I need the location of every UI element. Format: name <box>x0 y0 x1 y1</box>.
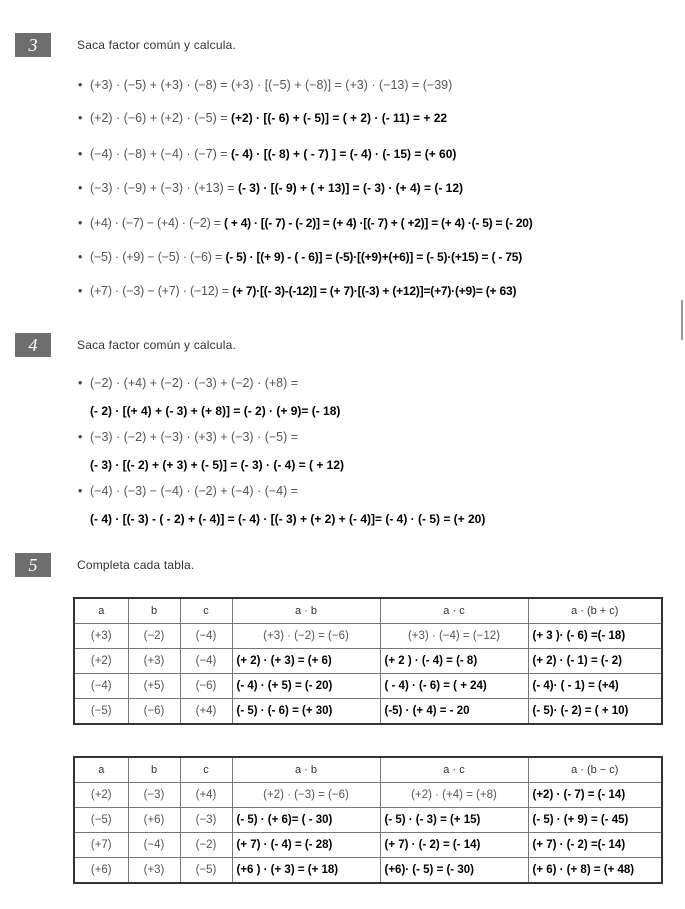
cell-a: (−4) <box>74 674 128 699</box>
handwritten-answer: (+ 7)·[(- 3)-(-12)] = (+ 7)·[(-3) + (+12)]=(+7)·(+9)= (+ 63) <box>232 284 517 298</box>
cell-ac: (+3) · (−4) = (−12) <box>380 624 528 649</box>
cell-a: (−5) <box>74 699 128 725</box>
exercise-3-item-3: • (−4) · (−8) + (−4) · (−7) = (- 4) · [(- 8) + ( - 7) ] = (- 4) · (- 15) = (+ 60) <box>78 147 457 161</box>
section-3-number: 3 <box>15 33 51 57</box>
header-c: c <box>180 598 232 624</box>
printed-expression: (−4) · (−3) − (−4) · (−2) + (−4) · (−4) = <box>90 484 299 498</box>
printed-expression: (+4) · (−7) − (+4) · (−2) = <box>90 216 221 230</box>
printed-expression: (−2) · (+4) + (−2) · (−3) + (−2) · (+8) = <box>90 376 299 390</box>
exercise-4-item-3: • (−4) · (−3) − (−4) · (−2) + (−4) · (−4) = <box>78 484 299 498</box>
printed-expression: (−4) · (−8) + (−4) · (−7) = <box>90 147 228 161</box>
cell-result: (- 4)· ( - 1) = (+4) <box>528 674 662 699</box>
section-5-title: Completa cada tabla. <box>77 558 195 572</box>
cell-ab: (- 4) · (+ 5) = (- 20) <box>232 674 380 699</box>
table-row <box>74 858 662 884</box>
exercise-3-item-1: • (+3) · (−5) + (+3) · (−8) = (+3) · [(−5) + (−8)] = (+3) · (−13) = (−39) <box>78 78 453 92</box>
cell-ac: (+6)· (- 5) = (- 30) <box>380 858 528 884</box>
cell-ac: (+2) · (+4) = (+8) <box>380 783 528 808</box>
cell-c: (−4) <box>180 624 232 649</box>
cell-b: (−6) <box>128 699 180 725</box>
exercise-3-item-6: • (−5) · (+9) − (−5) · (−6) = (- 5) · [(+ 9) - ( - 6)] = (-5)·[(+9)+(+6)] = (- 5)·(+15) = ( - 75) <box>78 250 523 264</box>
header-a: a <box>74 757 128 783</box>
cell-ac: (- 5) · (- 3) = (+ 15) <box>380 808 528 833</box>
header-b: b <box>128 598 180 624</box>
handwritten-answer: (- 5) · [(+ 9) - ( - 6)] = (-5)·[(+9)+(+6)] = (- 5)·(+15) = ( - 75) <box>225 250 523 264</box>
handwritten-answer: (- 4) · [(- 8) + ( - 7) ] = (- 4) · (- 15) = (+ 60) <box>231 147 457 161</box>
table-row <box>74 649 662 674</box>
cell-result: (+ 2) · (- 1) = (- 2) <box>528 649 662 674</box>
cell-b: (+3) <box>128 649 180 674</box>
section-3-title: Saca factor común y calcula. <box>77 38 237 52</box>
exercise-3-item-4: • (−3) · (−9) + (−3) · (+13) = (- 3) · [(- 9) + ( + 13)] = (- 3) · (+ 4) = (- 12) <box>78 181 464 195</box>
table-row <box>74 833 662 858</box>
cell-ab: (+ 2) · (+ 3) = (+ 6) <box>232 649 380 674</box>
header-result: a · (b − c) <box>528 757 662 783</box>
exercise-3-item-5: • (+4) · (−7) − (+4) · (−2) = ( + 4) · [(- 7) - (- 2)] = (+ 4) ·[(- 7) + ( +2)] = (+ 4) ·(- 5) = (- 20) <box>78 216 533 230</box>
cell-c: (−3) <box>180 808 232 833</box>
table-2 <box>73 756 663 884</box>
table-row <box>74 674 662 699</box>
header-result: a · (b + c) <box>528 598 662 624</box>
cell-result: (+2) · (- 7) = (- 14) <box>528 783 662 808</box>
section-4-title: Saca factor común y calcula. <box>77 338 237 352</box>
exercise-4-answer-2: (- 3) · [(- 2) + (+ 3) + (- 5)] = (- 3) · (- 4) = ( + 12) <box>90 458 345 472</box>
header-ab: a · b <box>232 757 380 783</box>
handwritten-answer: (+2) · [(- 6) + (- 5)] = ( + 2) · (- 11) = + 22 <box>231 111 448 125</box>
cell-ab: (+2) · (−3) = (−6) <box>232 783 380 808</box>
cell-ac: (+ 2 ) · (- 4) = (- 8) <box>380 649 528 674</box>
cell-ab: (+3) · (−2) = (−6) <box>232 624 380 649</box>
cell-ab: (- 5) · (+ 6)= ( - 30) <box>232 808 380 833</box>
header-c: c <box>180 757 232 783</box>
cell-b: (−4) <box>128 833 180 858</box>
cell-result: (+ 6) · (+ 8) = (+ 48) <box>528 858 662 884</box>
exercise-4-item-1: • (−2) · (+4) + (−2) · (−3) + (−2) · (+8) = <box>78 376 299 390</box>
table-row <box>74 783 662 808</box>
printed-expression: (+2) · (−6) + (+2) · (−5) = <box>90 111 228 125</box>
cell-a: (+3) <box>74 624 128 649</box>
printed-expression: (+7) · (−3) − (+7) · (−12) = <box>90 284 229 298</box>
exercise-4-answer-1: (- 2) · [(+ 4) + (- 3) + (+ 8)] = (- 2) · (+ 9)= (- 18) <box>90 404 341 418</box>
header-a: a <box>74 598 128 624</box>
cell-b: (−2) <box>128 624 180 649</box>
header-b: b <box>128 757 180 783</box>
cell-ac: (+ 7) · (- 2) = (- 14) <box>380 833 528 858</box>
cell-b: (+3) <box>128 858 180 884</box>
printed-expression: (−5) · (+9) − (−5) · (−6) = <box>90 250 223 264</box>
table-header-row <box>74 598 662 624</box>
header-ac: a · c <box>380 598 528 624</box>
exercise-3-item-2: • (+2) · (−6) + (+2) · (−5) = (+2) · [(- 6) + (- 5)] = ( + 2) · (- 11) = + 22 <box>78 111 448 125</box>
printed-expression: (+3) · (−5) + (+3) · (−8) = (+3) · [(−5) + (−8)] = (+3) · (−13) = (−39) <box>90 78 453 92</box>
table-header-row <box>74 757 662 783</box>
cell-ac: (-5) · (+ 4) = - 20 <box>380 699 528 725</box>
table-row <box>74 699 662 725</box>
cell-b: (−3) <box>128 783 180 808</box>
page-edge-mark <box>681 300 683 340</box>
cell-c: (−2) <box>180 833 232 858</box>
exercise-3-item-7: • (+7) · (−3) − (+7) · (−12) = (+ 7)·[(- 3)-(-12)] = (+ 7)·[(-3) + (+12)]=(+7)·(+9)= (+ 63) <box>78 284 517 298</box>
table-row <box>74 624 662 649</box>
exercise-4-answer-3: (- 4) · [(- 3) - ( - 2) + (- 4)] = (- 4) · [(- 3) + (+ 2) + (- 4)]= (- 4) · (- 5) = (+ 20) <box>90 512 486 526</box>
cell-c: (+4) <box>180 783 232 808</box>
cell-ab: (- 5) · (- 6) = (+ 30) <box>232 699 380 725</box>
printed-expression: (−3) · (−2) + (−3) · (+3) + (−3) · (−5) = <box>90 430 299 444</box>
handwritten-answer: (- 3) · [(- 9) + ( + 13)] = (- 3) · (+ 4) = (- 12) <box>237 181 464 195</box>
cell-a: (+2) <box>74 783 128 808</box>
cell-a: (−5) <box>74 808 128 833</box>
cell-c: (−6) <box>180 674 232 699</box>
cell-b: (+5) <box>128 674 180 699</box>
cell-result: (+ 3 )· (- 6) =(- 18) <box>528 624 662 649</box>
cell-ab: (+6 ) · (+ 3) = (+ 18) <box>232 858 380 884</box>
section-4-number: 4 <box>15 333 51 357</box>
cell-c: (+4) <box>180 699 232 725</box>
cell-result: (- 5) · (+ 9) = (- 45) <box>528 808 662 833</box>
header-ab: a · b <box>232 598 380 624</box>
cell-result: (+ 7) · (- 2) =(- 14) <box>528 833 662 858</box>
cell-c: (−5) <box>180 858 232 884</box>
cell-c: (−4) <box>180 649 232 674</box>
cell-ab: (+ 7) · (- 4) = (- 28) <box>232 833 380 858</box>
cell-b: (+6) <box>128 808 180 833</box>
header-ac: a · c <box>380 757 528 783</box>
table-row <box>74 808 662 833</box>
cell-a: (+6) <box>74 858 128 884</box>
handwritten-answer: ( + 4) · [(- 7) - (- 2)] = (+ 4) ·[(- 7) + ( +2)] = (+ 4) ·(- 5) = (- 20) <box>224 216 533 230</box>
section-5-number: 5 <box>15 553 51 577</box>
table-1 <box>73 597 663 725</box>
cell-ac: ( - 4) · (- 6) = ( + 24) <box>380 674 528 699</box>
printed-expression: (−3) · (−9) + (−3) · (+13) = <box>90 181 235 195</box>
cell-result: (- 5)· (- 2) = ( + 10) <box>528 699 662 725</box>
exercise-4-item-2: • (−3) · (−2) + (−3) · (+3) + (−3) · (−5) = <box>78 430 299 444</box>
cell-a: (+2) <box>74 649 128 674</box>
cell-a: (+7) <box>74 833 128 858</box>
